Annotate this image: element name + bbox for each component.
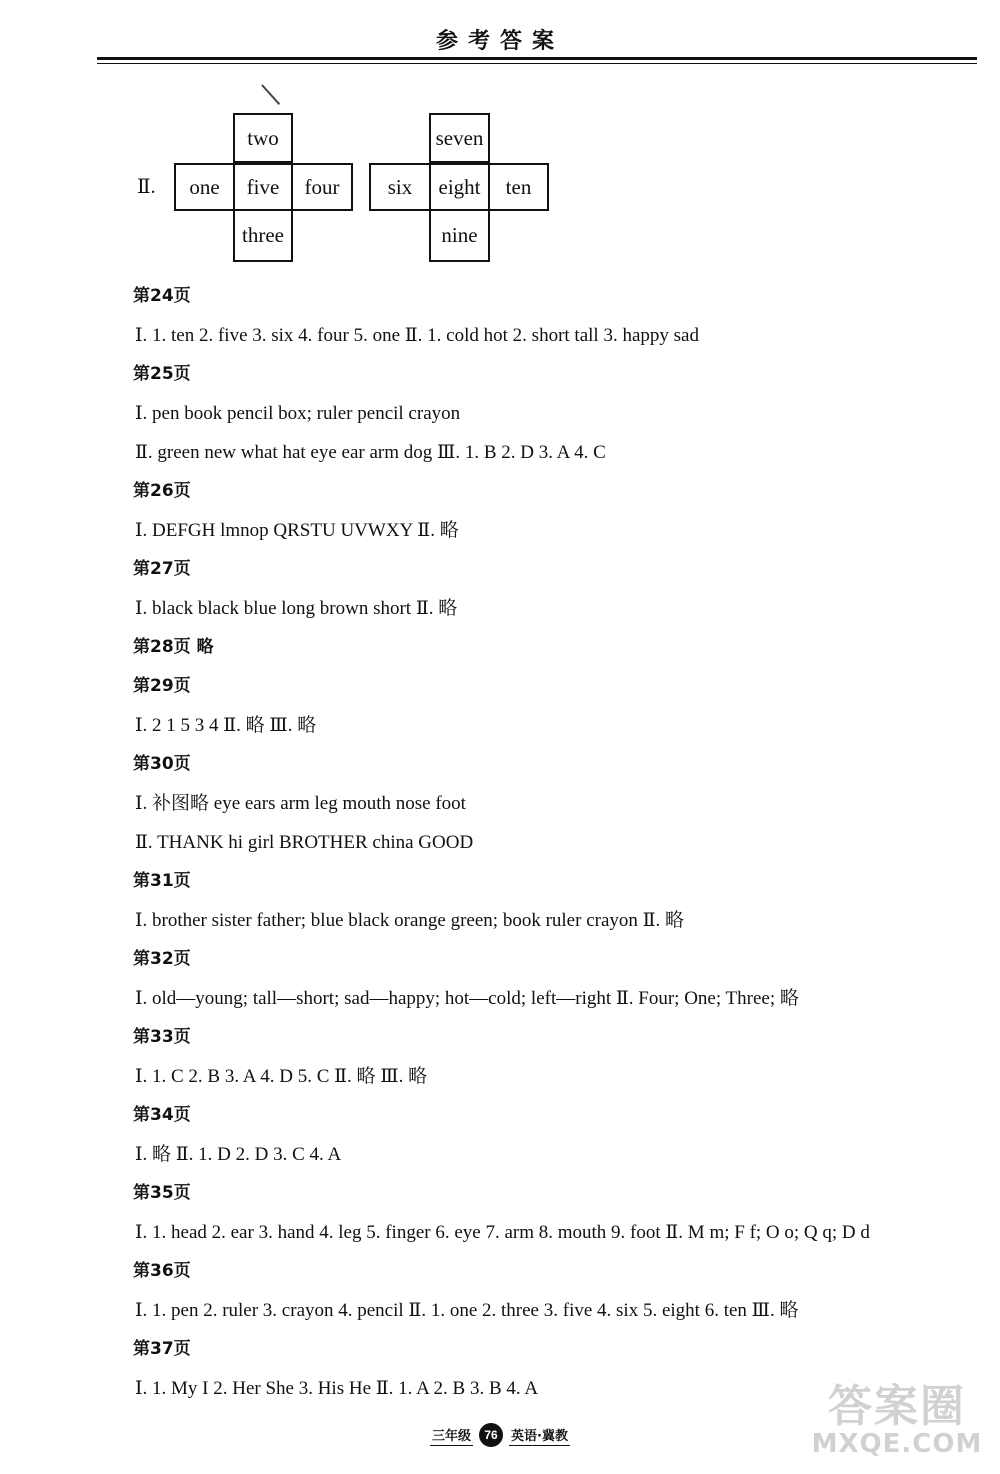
page-heading: 第24页	[133, 286, 191, 306]
page-heading: 第29页	[133, 676, 191, 696]
left-cross-top: two	[233, 113, 293, 163]
header-rule-thin	[97, 63, 977, 64]
answer-line: Ⅰ. pen book pencil box; ruler pencil crayon	[135, 403, 461, 424]
answer-line: Ⅰ. 1. ten 2. five 3. six 4. four 5. one Ⅱ. 1. cold hot 2. short tall 3. happy sad	[135, 325, 699, 346]
page-heading: 第28页 略	[133, 637, 214, 657]
stray-pen-mark	[261, 84, 280, 105]
answer-line: Ⅰ. 1. My I 2. Her She 3. His He Ⅱ. 1. A 2. B 3. B 4. A	[135, 1378, 539, 1399]
answer-line: Ⅰ. 1. head 2. ear 3. hand 4. leg 5. finger 6. eye 7. arm 8. mouth 9. foot Ⅱ. M m; F f; O o; Q q; D d	[135, 1222, 870, 1243]
answer-line: Ⅰ. black black blue long brown short Ⅱ. 略	[135, 598, 458, 619]
footer-grade: 三年级	[430, 1425, 473, 1446]
right-cross-bottom: nine	[429, 209, 490, 262]
left-cross-right: four	[291, 163, 353, 211]
page-heading: 第33页	[133, 1027, 191, 1047]
watermark-line2: MXQE.COM	[811, 1429, 983, 1459]
page-heading: 第37页	[133, 1339, 191, 1359]
page-heading: 第34页	[133, 1105, 191, 1125]
footer-subject: 英语·冀教	[509, 1425, 570, 1446]
page-heading: 第27页	[133, 559, 191, 579]
left-cross-bottom: three	[233, 209, 293, 262]
right-cross-right: ten	[488, 163, 549, 211]
answer-line: Ⅰ. brother sister father; blue black orange green; book ruler crayon Ⅱ. 略	[135, 910, 685, 931]
page-heading: 第26页	[133, 481, 191, 501]
right-cross-center: eight	[429, 163, 490, 211]
answer-line: Ⅰ. DEFGH lmnop QRSTU UVWXY Ⅱ. 略	[135, 520, 459, 541]
answer-line: Ⅰ. 1. C 2. B 3. A 4. D 5. C Ⅱ. 略 Ⅲ. 略	[135, 1066, 428, 1087]
header-rule	[97, 57, 977, 60]
answer-line: Ⅰ. 略 Ⅱ. 1. D 2. D 3. C 4. A	[135, 1144, 342, 1165]
page-heading: 第35页	[133, 1183, 191, 1203]
left-cross-left: one	[174, 163, 235, 211]
answer-line: Ⅰ. 补图略 eye ears arm leg mouth nose foot	[135, 793, 466, 814]
page-heading: 第31页	[133, 871, 191, 891]
answer-line: Ⅱ. THANK hi girl BROTHER china GOOD	[135, 832, 474, 853]
answer-line: Ⅱ. green new what hat eye ear arm dog Ⅲ. 1. B 2. D 3. A 4. C	[135, 442, 606, 463]
page-header-title: 参考答案	[435, 29, 564, 54]
page-heading: 第32页	[133, 949, 191, 969]
right-cross-top: seven	[429, 113, 490, 163]
watermark-line1: 答案圈	[828, 1381, 966, 1432]
puzzle-label: Ⅱ.	[137, 176, 156, 198]
right-cross-left: six	[369, 163, 431, 211]
page-heading: 第25页	[133, 364, 191, 384]
page-heading: 第36页	[133, 1261, 191, 1281]
page-heading: 第30页	[133, 754, 191, 774]
answer-line: Ⅰ. 2 1 5 3 4 Ⅱ. 略 Ⅲ. 略	[135, 715, 317, 736]
left-cross-center: five	[233, 163, 293, 211]
answer-line: Ⅰ. old—young; tall—short; sad—happy; hot—cold; left—right Ⅱ. Four; One; Three; 略	[135, 988, 799, 1009]
page-number-badge: 76	[479, 1423, 503, 1447]
answer-lines	[133, 277, 983, 1408]
watermark-logo	[802, 1381, 992, 1464]
answer-line: Ⅰ. 1. pen 2. ruler 3. crayon 4. pencil Ⅱ. 1. one 2. three 3. five 4. six 5. eight 6. ten Ⅲ. 略	[135, 1300, 799, 1321]
